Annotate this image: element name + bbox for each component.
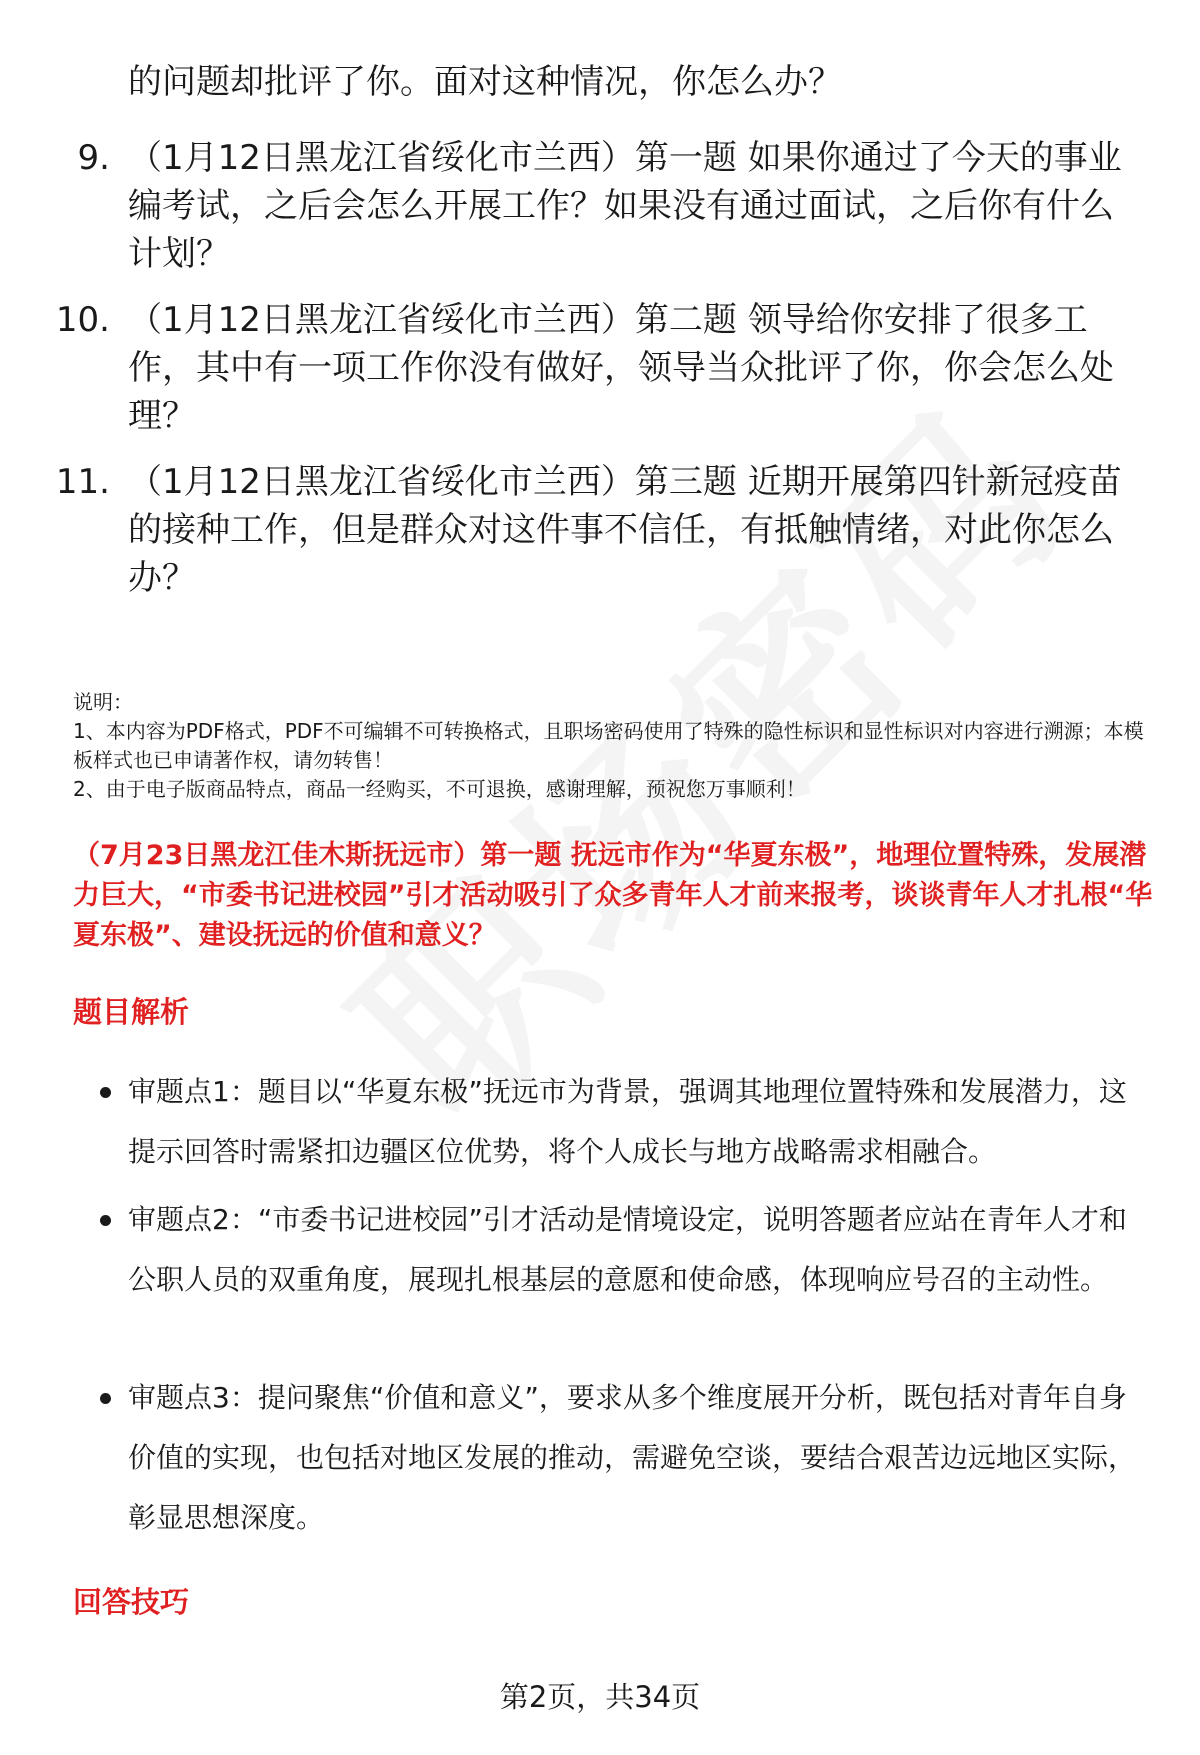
analysis-point: 审题点3：提问聚焦“价值和意义”，要求从多个维度展开分析，既包括对青年自身价值的实现，也包括对地区发展的推动，需避免空谈，要结合艰苦边远地区实际，彰显思想深度。 — [128, 1381, 1137, 1534]
question-number: 11. — [55, 462, 110, 502]
tips-heading: 回答技巧 — [73, 1585, 190, 1619]
question-number: 10. — [55, 300, 110, 340]
analysis-point: 审题点1：题目以“华夏东极”抚远市为背景，强调其地理位置特殊和发展潜力，这提示回答时需紧扣边疆区位优势，将个人成长与地方战略需求相融合。 — [128, 1075, 1127, 1168]
question-text: （1月12日黑龙江省绥化市兰西）第三题 近期开展第四针新冠疫苗的接种工作，但是群众对这件事不信任，有抵触情绪，对此你怎么办？ — [128, 462, 1122, 598]
page-footer: 第2页，共34页 — [499, 1680, 701, 1714]
question-number: 9. — [77, 138, 110, 178]
notes-block — [73, 688, 1163, 804]
analysis-heading: 题目解析 — [73, 995, 190, 1029]
notes-title: 说明： — [73, 690, 133, 714]
question-text: （1月12日黑龙江省绥化市兰西）第一题 如果你通过了今天的事业编考试，之后会怎么开展工作？如果没有通过面试，之后你有什么计划？ — [128, 138, 1122, 274]
question-text: （1月12日黑龙江省绥化市兰西）第二题 领导给你安排了很多工作，其中有一项工作你没有做好，领导当众批评了你，你会怎么处理？ — [128, 300, 1114, 436]
analysis-point: 审题点2：“市委书记进校园”引才活动是情境设定，说明答题者应站在青年人才和公职人员的双重角度，展现扎根基层的意愿和使命感，体现响应号召的主动性。 — [128, 1203, 1127, 1296]
notes-line-2: 2、由于电子版商品特点，商品一经购买，不可退换，感谢理解，预祝您万事顺利！ — [73, 777, 806, 801]
bullet-icon — [100, 1393, 111, 1404]
featured-question: （7月23日黑龙江佳木斯抚远市）第一题 抚远市作为“华夏东极”，地理位置特殊，发展潜力巨大，“市委书记进校园”引才活动吸引了众多青年人才前来报考，谈谈青年人才扎根“华夏东极”、建设抚远的价值和意义？ — [73, 840, 1153, 951]
bullet-icon — [100, 1087, 111, 1098]
notes-line-1: 1、本内容为PDF格式，PDF不可编辑不可转换格式，且职场密码使用了特殊的隐性标识和显性标识对内容进行溯源；本模板样式也已申请著作权，请勿转售！ — [73, 719, 1144, 772]
bullet-icon — [100, 1215, 111, 1226]
question-continuation: 的问题却批评了你。面对这种情况，你怎么办？ — [128, 62, 842, 102]
